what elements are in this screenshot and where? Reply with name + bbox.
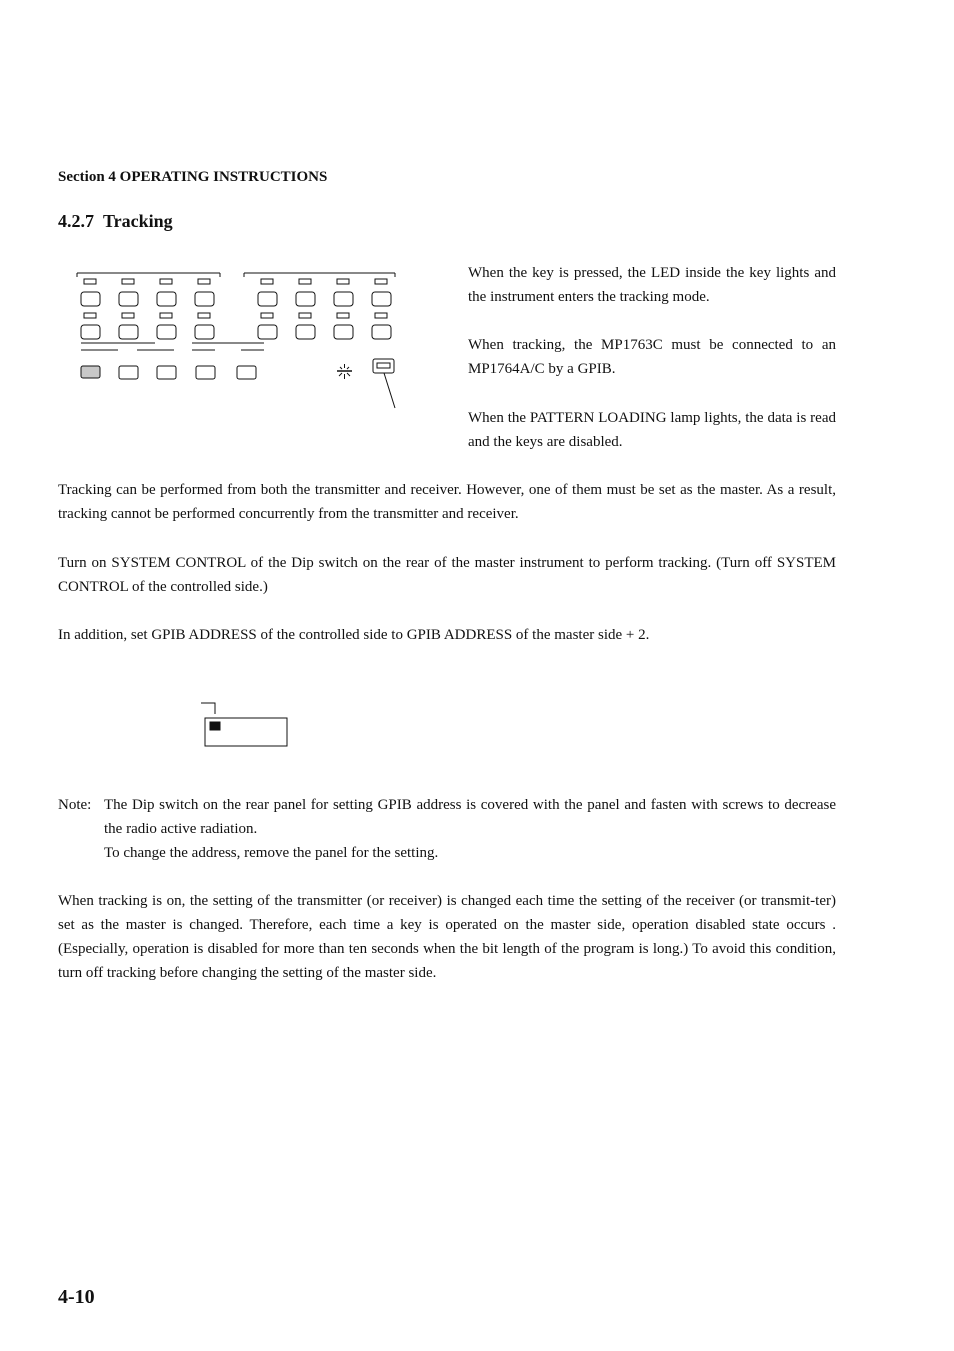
heading-title: Tracking — [103, 211, 173, 231]
dip-switch-lever-bracket — [201, 703, 215, 714]
tracking-key-callout-line — [384, 373, 395, 408]
dip-switch-toggle — [210, 722, 220, 730]
group-bracket-right — [244, 273, 395, 277]
body-paragraph-tracking-on: When tracking is on, the setting of the transmitter (or receiver) is changed each time the setting of the receiver (or transmit-ter) set as the master is changed. Therefore, each time a key is operated on the master side, operation disabled state occurs . (Especially, operation is disabled for more than ten seconds when the bit length of the program is long.) To avoid this condition, turn off tracking before changing the setting of the master side. — [58, 893, 836, 981]
led-row-2 — [84, 313, 387, 318]
heading-number: 4.2.7 — [58, 211, 94, 231]
note-line: The Dip switch on the rear panel for setting GPIB address is covered with the panel and fasten with screws to decrease the radio active radiation. — [104, 797, 836, 837]
body-paragraph-system-control: Turn on SYSTEM CONTROL of the Dip switch on the rear of the master instrument to perform tracking. (Turn off SYSTEM CONTROL of the controlled side.) — [58, 555, 836, 595]
figure-text-gpib-connection: When tracking, the MP1763C must be connected to an MP1764A/C by a GPIB. — [468, 337, 836, 377]
group-bracket-left — [77, 273, 220, 277]
key-row-2 — [81, 325, 391, 339]
body-paragraph-gpib-address: In addition, set GPIB ADDRESS of the controlled side to GPIB ADDRESS of the master side + 2. — [58, 627, 650, 643]
tracking-key — [373, 359, 394, 373]
section-header: Section 4 OPERATING INSTRUCTIONS — [58, 169, 328, 185]
key-row-3 — [81, 366, 256, 379]
note-body — [104, 793, 836, 865]
pattern-loading-lamp-icon — [337, 364, 352, 379]
function-group-underlines — [81, 343, 264, 350]
section-heading — [58, 211, 173, 232]
figure-text-tracking-key: When the key is pressed, the LED inside the key lights and the instrument enters the tracking mode. — [468, 265, 836, 305]
led-row-1 — [84, 279, 387, 284]
dip-switch-diagram — [196, 698, 292, 750]
note-label: Note: — [58, 797, 92, 813]
figure-text-pattern-loading: When the PATTERN LOADING lamp lights, the data is read and the keys are disabled. — [468, 410, 836, 450]
note-line: To change the address, remove the panel for the setting. — [104, 845, 439, 861]
body-paragraph-master: Tracking can be performed from both the transmitter and receiver. However, one of them must be set as the master. As a result, tracking cannot be performed concurrently from the transmitter and receiver. — [58, 482, 836, 522]
front-panel-diagram — [75, 266, 405, 412]
key-row-1 — [81, 292, 391, 306]
page-number: 4-10 — [58, 1286, 95, 1308]
